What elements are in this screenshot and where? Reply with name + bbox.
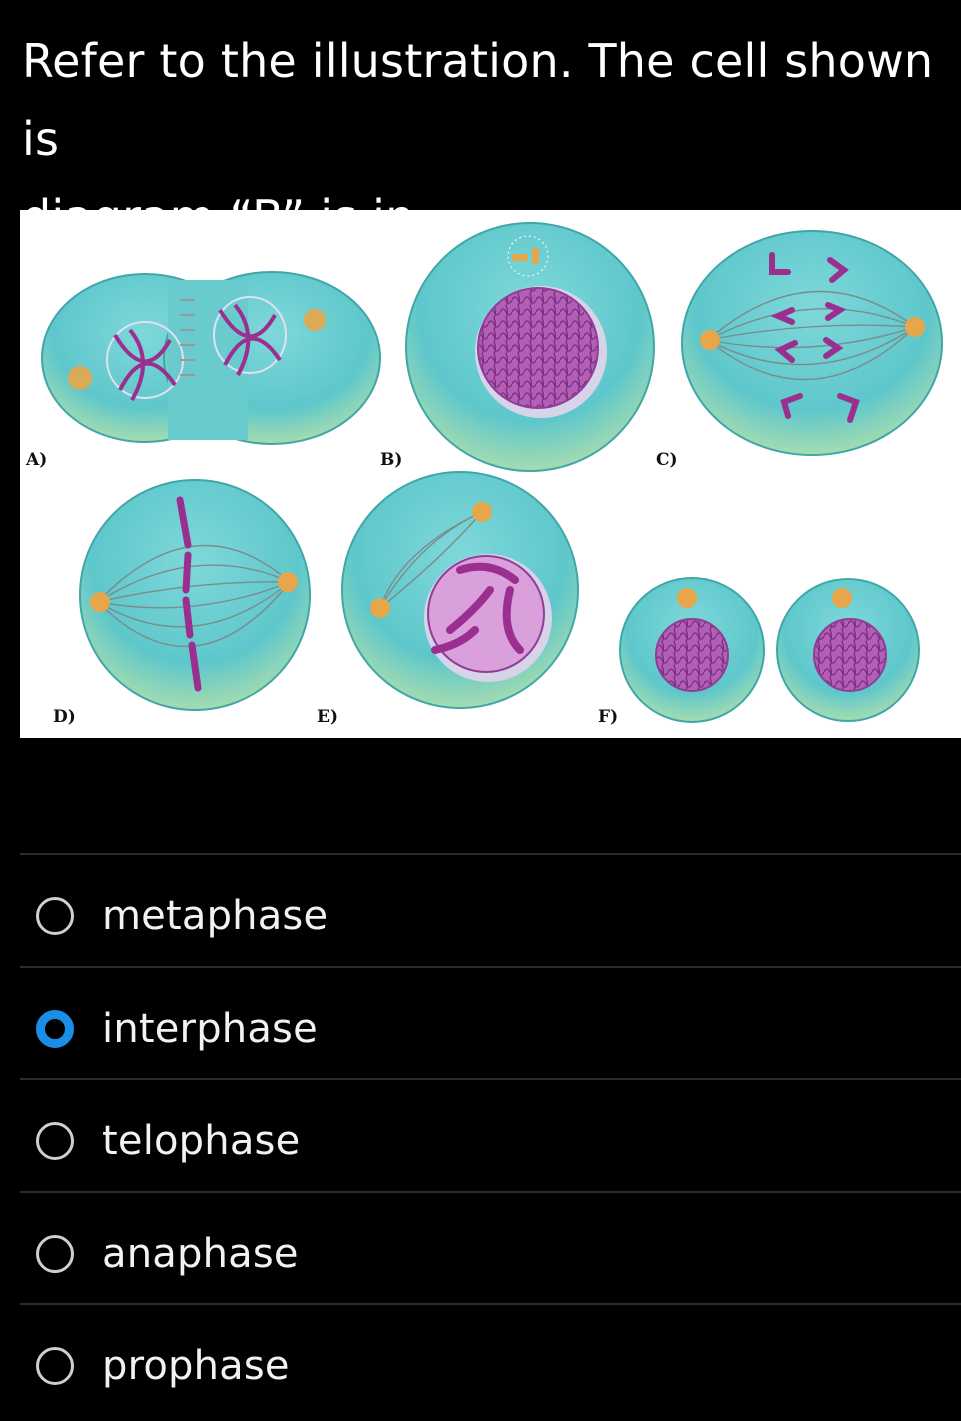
option-label: metaphase xyxy=(102,893,329,939)
divider xyxy=(20,853,961,855)
label-d: D) xyxy=(53,707,76,727)
cell-f-daughter-cells xyxy=(620,578,919,722)
option-prophase[interactable] xyxy=(20,1311,961,1421)
question-line-1: Refer to the illustration. The cell shown is xyxy=(22,34,934,166)
cell-b-interphase xyxy=(406,223,654,471)
label-e: E) xyxy=(317,707,339,727)
radio-button[interactable] xyxy=(36,1122,74,1160)
label-b: B) xyxy=(380,450,403,470)
option-label: interphase xyxy=(102,1006,318,1052)
label-f: F) xyxy=(598,707,619,727)
divider xyxy=(20,966,961,968)
radio-button[interactable] xyxy=(36,897,74,935)
divider xyxy=(20,1303,961,1305)
radio-button-selected[interactable] xyxy=(36,1010,74,1048)
option-label: anaphase xyxy=(102,1231,299,1277)
radio-button[interactable] xyxy=(36,1347,74,1385)
option-label: prophase xyxy=(102,1343,290,1389)
divider xyxy=(20,1078,961,1080)
divider xyxy=(20,1191,961,1193)
option-label: telophase xyxy=(102,1118,301,1164)
option-metaphase[interactable] xyxy=(20,861,961,971)
label-c: C) xyxy=(656,450,678,470)
cell-a-telophase xyxy=(42,272,380,444)
cell-e-prophase xyxy=(342,472,578,708)
option-telophase[interactable] xyxy=(20,1086,961,1196)
cell-c-anaphase xyxy=(682,231,942,455)
mitosis-illustration xyxy=(20,210,961,738)
label-a: A) xyxy=(26,450,48,470)
cell-d-metaphase xyxy=(80,480,310,710)
option-interphase[interactable] xyxy=(20,974,961,1084)
radio-button[interactable] xyxy=(36,1235,74,1273)
option-anaphase[interactable] xyxy=(20,1199,961,1309)
